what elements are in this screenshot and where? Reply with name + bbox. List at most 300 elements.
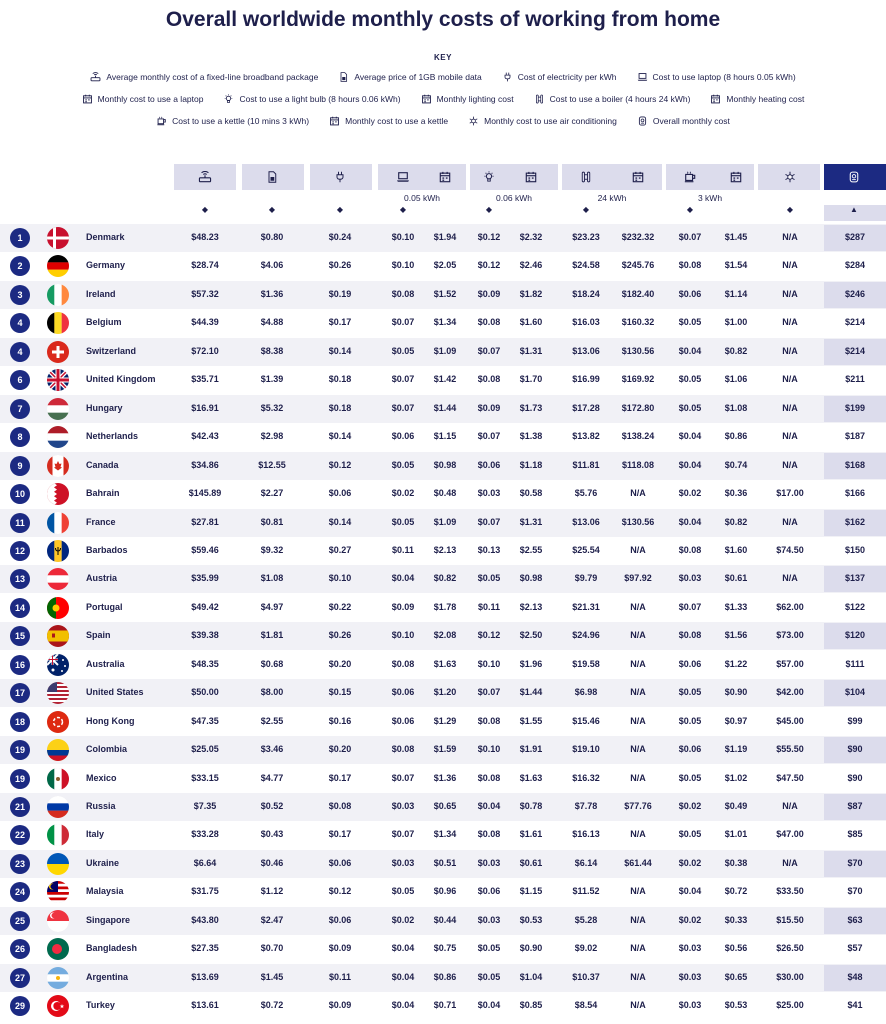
value-cell: $0.08 xyxy=(477,829,501,840)
value-cell: $1.45 xyxy=(260,971,284,982)
value-cell: $0.02 xyxy=(678,488,702,499)
flag-colombia-icon xyxy=(47,739,69,761)
value-cell: $0.15 xyxy=(328,687,352,698)
value-cell: $1.22 xyxy=(724,658,748,669)
value-cell: $0.65 xyxy=(724,971,748,982)
rank-badge: 19 xyxy=(10,769,30,789)
value-cell: $1.78 xyxy=(433,601,457,612)
value-cell: $0.08 xyxy=(391,658,415,669)
value-cell: $15.46 xyxy=(572,715,600,726)
value-cell: $0.02 xyxy=(678,857,702,868)
value-cell: $2.32 xyxy=(519,232,543,242)
value-cell: $0.06 xyxy=(678,744,702,755)
value-cell: $0.10 xyxy=(391,260,415,271)
flag-hungary-icon xyxy=(47,398,69,420)
table-row xyxy=(0,992,886,1020)
calendar-icon xyxy=(421,94,432,104)
value-cell: $74.50 xyxy=(776,544,804,555)
legend-label: Cost to use a boiler (4 hours 24 kWh) xyxy=(549,94,691,104)
value-cell: $10.37 xyxy=(572,971,600,982)
value-cell: $0.70 xyxy=(260,943,284,954)
value-cell: $49.42 xyxy=(191,601,219,612)
value-cell: $0.08 xyxy=(678,260,702,271)
overall-cost-cell xyxy=(824,282,886,308)
legend-item xyxy=(90,72,318,82)
column-header[interactable] xyxy=(470,164,558,190)
value-cell: $1.44 xyxy=(433,402,457,413)
country-name: Bahrain xyxy=(86,488,120,499)
sort-icon[interactable]: ◆ xyxy=(786,205,794,214)
value-cell: $0.27 xyxy=(328,544,352,555)
value-cell: $0.36 xyxy=(724,488,748,499)
table-row xyxy=(0,850,886,878)
table-row xyxy=(0,395,886,423)
value-cell: $0.04 xyxy=(391,1000,415,1011)
overall-cost-value: $168 xyxy=(844,459,866,470)
overall-cost-cell xyxy=(824,965,886,991)
value-cell: $232.32 xyxy=(621,232,655,242)
column-header[interactable] xyxy=(174,164,236,190)
value-cell: $0.16 xyxy=(328,715,352,726)
flag-mexico-icon xyxy=(47,768,69,790)
value-cell: $28.74 xyxy=(191,260,219,271)
overall-cost-cell xyxy=(824,367,886,393)
legend-item xyxy=(421,94,514,104)
value-cell: $62.00 xyxy=(776,601,804,612)
legend-item xyxy=(637,116,730,126)
value-cell: N/A xyxy=(630,715,646,726)
value-cell: $0.05 xyxy=(391,459,415,470)
legend xyxy=(10,66,876,132)
rank-badge: 2 xyxy=(10,256,30,276)
value-cell: $0.07 xyxy=(477,687,501,698)
value-cell: $1.82 xyxy=(519,288,543,299)
coin-icon xyxy=(847,171,861,183)
calendar-icon xyxy=(329,116,340,126)
column-sublabel: 24 kWh xyxy=(597,193,627,203)
overall-cost-cell xyxy=(824,310,886,336)
value-cell: $0.17 xyxy=(328,829,352,840)
overall-cost-value: $214 xyxy=(844,345,866,356)
sort-icon[interactable]: ◆ xyxy=(485,205,493,214)
value-cell: $0.08 xyxy=(477,317,501,328)
overall-cost-value: $137 xyxy=(844,573,866,584)
country-name: Ireland xyxy=(86,288,116,299)
legend-row xyxy=(10,110,876,132)
value-cell: $16.32 xyxy=(572,772,600,783)
overall-cost-value: $187 xyxy=(844,431,866,442)
table-row xyxy=(0,622,886,650)
value-cell: $0.61 xyxy=(724,573,748,584)
legend-item xyxy=(338,72,481,82)
value-cell: $1.08 xyxy=(724,402,748,413)
overall-cost-cell xyxy=(824,623,886,649)
sort-icon[interactable]: ◆ xyxy=(201,205,209,214)
flag-bahrain-icon xyxy=(47,483,69,505)
overall-cost-cell xyxy=(824,538,886,564)
country-name: Mexico xyxy=(86,772,117,783)
value-cell: $72.10 xyxy=(191,345,219,356)
value-cell: $0.07 xyxy=(477,431,501,442)
value-cell: $0.07 xyxy=(391,829,415,840)
value-cell: $0.72 xyxy=(260,1000,284,1011)
country-name: Australia xyxy=(86,658,125,669)
value-cell: $1.73 xyxy=(519,402,543,413)
column-header[interactable] xyxy=(310,164,372,190)
value-cell: $1.54 xyxy=(724,260,748,271)
value-cell: $0.18 xyxy=(328,402,352,413)
column-sublabel: 0.06 kWh xyxy=(496,193,532,203)
flag-singapore-icon xyxy=(47,910,69,932)
value-cell: $0.07 xyxy=(391,772,415,783)
overall-cost-cell xyxy=(824,709,886,735)
table-row xyxy=(0,679,886,707)
overall-cost-value: $199 xyxy=(844,402,866,413)
value-cell: $0.58 xyxy=(519,488,543,499)
value-cell: $2.55 xyxy=(519,544,543,555)
legend-item xyxy=(637,72,796,82)
value-cell: $0.18 xyxy=(328,374,352,385)
flag-uk-icon xyxy=(47,369,69,391)
value-cell: N/A xyxy=(782,317,798,328)
value-cell: $21.31 xyxy=(572,601,600,612)
value-cell: $13.06 xyxy=(572,516,600,527)
legend-label: Cost to use a kettle (10 mins 3 kWh) xyxy=(172,116,310,126)
value-cell: $1.06 xyxy=(724,374,748,385)
overall-cost-value: $90 xyxy=(847,744,863,755)
value-cell: $0.90 xyxy=(519,943,543,954)
value-cell: $1.96 xyxy=(519,658,543,669)
flag-netherlands-icon xyxy=(47,426,69,448)
calendar-icon xyxy=(82,94,93,104)
flag-russia-icon xyxy=(47,796,69,818)
overall-cost-cell xyxy=(824,993,886,1019)
plug-icon xyxy=(502,72,513,82)
overall-cost-cell xyxy=(824,424,886,450)
value-cell: $42.00 xyxy=(776,687,804,698)
table-row xyxy=(0,281,886,309)
overall-cost-cell xyxy=(824,339,886,365)
flag-hongkong-icon xyxy=(47,711,69,733)
country-name: Barbados xyxy=(86,544,128,555)
overall-cost-value: $246 xyxy=(844,288,866,299)
column-sublabel: 0.05 kWh xyxy=(404,193,440,203)
column-header[interactable] xyxy=(824,164,886,190)
legend-label: Cost to use laptop (8 hours 0.05 kWh) xyxy=(652,72,796,82)
value-cell: $0.80 xyxy=(260,232,284,242)
country-name: Colombia xyxy=(86,744,128,755)
rank-badge: 17 xyxy=(10,683,30,703)
value-cell: $0.09 xyxy=(328,1000,352,1011)
value-cell: $33.15 xyxy=(191,772,219,783)
value-cell: N/A xyxy=(630,630,646,641)
value-cell: N/A xyxy=(782,857,798,868)
value-cell: $19.58 xyxy=(572,658,600,669)
rank-badge: 10 xyxy=(10,484,30,504)
value-cell: $2.55 xyxy=(260,715,284,726)
rank-badge: 18 xyxy=(10,712,30,732)
flag-barbados-icon xyxy=(47,540,69,562)
value-cell: $1.15 xyxy=(433,431,457,442)
value-cell: $0.04 xyxy=(391,573,415,584)
legend-label: Monthly cost to use a kettle xyxy=(345,116,449,126)
table-row xyxy=(0,964,886,992)
value-cell: $1.81 xyxy=(260,630,284,641)
table-row xyxy=(0,594,886,622)
value-cell: $0.05 xyxy=(477,573,501,584)
value-cell: $0.03 xyxy=(391,857,415,868)
value-cell: $0.90 xyxy=(724,687,748,698)
value-cell: $0.07 xyxy=(678,232,702,242)
air-conditioning-icon xyxy=(468,116,479,126)
value-cell: $118.08 xyxy=(621,459,655,470)
value-cell: $1.34 xyxy=(433,829,457,840)
value-cell: $25.54 xyxy=(572,544,600,555)
value-cell: $1.18 xyxy=(519,459,543,470)
value-cell: $0.07 xyxy=(678,601,702,612)
value-cell: $2.46 xyxy=(519,260,543,271)
value-cell: $30.00 xyxy=(776,971,804,982)
legend-row xyxy=(10,66,876,88)
overall-cost-value: $87 xyxy=(847,801,863,811)
legend-label: Monthly cost to use air conditioning xyxy=(484,116,617,126)
value-cell: $0.04 xyxy=(678,459,702,470)
country-name: Portugal xyxy=(86,601,123,612)
key-title: KEY xyxy=(434,53,452,62)
calendar-icon xyxy=(631,171,645,183)
value-cell: $169.92 xyxy=(621,374,655,385)
sim-card-icon xyxy=(265,171,279,183)
value-cell: $0.13 xyxy=(477,544,501,555)
country-name: Canada xyxy=(86,459,119,470)
column-header[interactable] xyxy=(378,164,466,190)
value-cell: $0.65 xyxy=(433,801,457,811)
rank-badge: 25 xyxy=(10,911,30,931)
value-cell: $1.63 xyxy=(433,658,457,669)
value-cell: $0.05 xyxy=(678,402,702,413)
value-cell: $25.00 xyxy=(776,1000,804,1011)
value-cell: $0.68 xyxy=(260,658,284,669)
rank-badge: 3 xyxy=(10,285,30,305)
legend-row xyxy=(10,88,876,110)
value-cell: $1.08 xyxy=(260,573,284,584)
value-cell: $1.20 xyxy=(433,687,457,698)
overall-cost-cell xyxy=(824,766,886,792)
legend-item xyxy=(329,116,448,126)
country-name: Italy xyxy=(86,829,105,840)
plug-icon xyxy=(333,171,347,183)
value-cell: $0.04 xyxy=(391,943,415,954)
value-cell: $0.24 xyxy=(328,232,352,242)
country-name: Austria xyxy=(86,573,118,584)
value-cell: $0.98 xyxy=(519,573,543,584)
value-cell: N/A xyxy=(782,374,798,385)
value-cell: $2.05 xyxy=(433,260,457,271)
overall-cost-cell xyxy=(824,225,886,251)
sort-icon[interactable]: ◆ xyxy=(336,205,344,214)
column-header[interactable] xyxy=(666,164,754,190)
table-row xyxy=(0,509,886,537)
value-cell: $47.50 xyxy=(776,772,804,783)
rank-badge: 7 xyxy=(10,399,30,419)
value-cell: $0.04 xyxy=(391,971,415,982)
value-cell: N/A xyxy=(630,943,646,954)
value-cell: N/A xyxy=(782,516,798,527)
flag-denmark-icon xyxy=(47,227,69,249)
value-cell: $0.74 xyxy=(724,459,748,470)
value-cell: $0.17 xyxy=(328,317,352,328)
value-cell: $0.12 xyxy=(477,232,501,242)
overall-cost-cell xyxy=(824,253,886,279)
value-cell: $8.00 xyxy=(260,687,284,698)
value-cell: $19.10 xyxy=(572,744,600,755)
value-cell: $23.23 xyxy=(572,232,600,242)
sort-ascending-icon[interactable]: ▲ xyxy=(850,205,858,214)
value-cell: $172.80 xyxy=(621,402,655,413)
value-cell: $42.43 xyxy=(191,431,219,442)
flag-turkey-icon xyxy=(47,995,69,1017)
value-cell: $0.26 xyxy=(328,260,352,271)
overall-cost-value: $70 xyxy=(847,857,863,868)
rank-badge: 11 xyxy=(10,513,30,533)
value-cell: $1.19 xyxy=(724,744,748,755)
table-row xyxy=(0,708,886,736)
table-row xyxy=(0,366,886,394)
country-name: Argentina xyxy=(86,971,129,982)
value-cell: $2.08 xyxy=(433,630,457,641)
value-cell: $34.86 xyxy=(191,459,219,470)
overall-cost-value: $211 xyxy=(845,374,865,385)
value-cell: $35.99 xyxy=(191,573,219,584)
value-cell: $0.06 xyxy=(477,459,501,470)
value-cell: $0.05 xyxy=(678,715,702,726)
value-cell: $145.89 xyxy=(188,488,222,499)
value-cell: $0.61 xyxy=(519,857,543,868)
value-cell: N/A xyxy=(630,744,646,755)
sort-icon[interactable]: ◆ xyxy=(686,205,694,214)
value-cell: N/A xyxy=(630,772,646,783)
legend-item xyxy=(156,116,309,126)
value-cell: $0.17 xyxy=(328,772,352,783)
value-cell: $0.03 xyxy=(477,857,501,868)
value-cell: $0.05 xyxy=(391,886,415,897)
light-bulb-icon xyxy=(223,94,234,104)
air-conditioning-icon xyxy=(783,171,797,183)
value-cell: $7.78 xyxy=(574,801,598,811)
legend-item xyxy=(468,116,617,126)
router-icon xyxy=(90,72,101,82)
value-cell: $24.96 xyxy=(572,630,600,641)
flag-spain-icon xyxy=(47,625,69,647)
column-header[interactable] xyxy=(562,164,662,190)
flag-malaysia-icon xyxy=(47,881,69,903)
value-cell: $1.01 xyxy=(724,829,748,840)
column-header[interactable] xyxy=(242,164,304,190)
value-cell: $0.71 xyxy=(433,1000,457,1011)
flag-italy-icon xyxy=(47,824,69,846)
table-row xyxy=(0,252,886,280)
value-cell: $0.85 xyxy=(519,1000,543,1011)
value-cell: $0.10 xyxy=(477,658,501,669)
value-cell: $0.98 xyxy=(433,459,457,470)
value-cell: $0.48 xyxy=(433,488,457,499)
overall-cost-cell xyxy=(824,737,886,763)
value-cell: $0.19 xyxy=(328,288,352,299)
overall-cost-value: $57 xyxy=(847,943,863,954)
value-cell: $15.50 xyxy=(776,914,804,925)
value-cell: $1.14 xyxy=(724,288,748,299)
legend-item xyxy=(82,94,204,104)
table-row xyxy=(0,736,886,764)
value-cell: $27.81 xyxy=(191,516,219,527)
table-row xyxy=(0,480,886,508)
table-row xyxy=(0,537,886,565)
value-cell: $1.34 xyxy=(433,317,457,328)
value-cell: $16.03 xyxy=(572,317,600,328)
value-cell: $0.05 xyxy=(391,345,415,356)
value-cell: $35.71 xyxy=(191,374,219,385)
sort-icon[interactable]: ◆ xyxy=(582,205,590,214)
country-name: Belgium xyxy=(86,317,122,328)
value-cell: $0.10 xyxy=(328,573,352,584)
value-cell: $0.08 xyxy=(678,544,702,555)
value-cell: $0.53 xyxy=(724,1000,748,1011)
value-cell: $0.52 xyxy=(260,801,284,811)
overall-cost-cell xyxy=(824,879,886,905)
value-cell: $130.56 xyxy=(621,345,655,356)
table-row xyxy=(0,821,886,849)
overall-cost-cell xyxy=(824,396,886,422)
value-cell: $0.72 xyxy=(724,886,748,897)
value-cell: $1.12 xyxy=(260,886,284,897)
value-cell: $0.20 xyxy=(328,658,352,669)
flag-belgium-icon xyxy=(47,312,69,334)
value-cell: $1.59 xyxy=(433,744,457,755)
value-cell: $0.03 xyxy=(477,914,501,925)
value-cell: $1.31 xyxy=(519,345,543,356)
value-cell: $8.38 xyxy=(260,345,284,356)
value-cell: $0.44 xyxy=(433,914,457,925)
value-cell: $97.92 xyxy=(624,573,652,584)
value-cell: $0.07 xyxy=(477,516,501,527)
legend-item xyxy=(710,94,804,104)
legend-label: Cost to use a light bulb (8 hours 0.06 kWh) xyxy=(239,94,401,104)
value-cell: $0.22 xyxy=(328,601,352,612)
sort-icon[interactable]: ◆ xyxy=(268,205,276,214)
overall-cost-value: $214 xyxy=(844,317,866,328)
value-cell: $0.11 xyxy=(328,971,352,982)
overall-cost-value: $120 xyxy=(844,630,866,641)
value-cell: $57.00 xyxy=(776,658,804,669)
overall-cost-value: $162 xyxy=(844,516,866,527)
overall-cost-value: $104 xyxy=(844,687,866,698)
value-cell: $0.07 xyxy=(391,402,415,413)
value-cell: $39.38 xyxy=(191,630,219,641)
sort-icon[interactable]: ◆ xyxy=(399,205,407,214)
column-header[interactable] xyxy=(758,164,820,190)
value-cell: $1.44 xyxy=(519,687,543,698)
table-row xyxy=(0,907,886,935)
value-cell: $0.06 xyxy=(391,687,415,698)
rank-badge: 15 xyxy=(10,626,30,646)
value-cell: $0.03 xyxy=(391,801,415,811)
overall-cost-value: $111 xyxy=(845,658,865,669)
value-cell: $24.58 xyxy=(572,260,600,271)
value-cell: $48.23 xyxy=(191,232,219,242)
value-cell: $0.20 xyxy=(328,744,352,755)
value-cell: $0.03 xyxy=(678,573,702,584)
value-cell: $47.00 xyxy=(776,829,804,840)
